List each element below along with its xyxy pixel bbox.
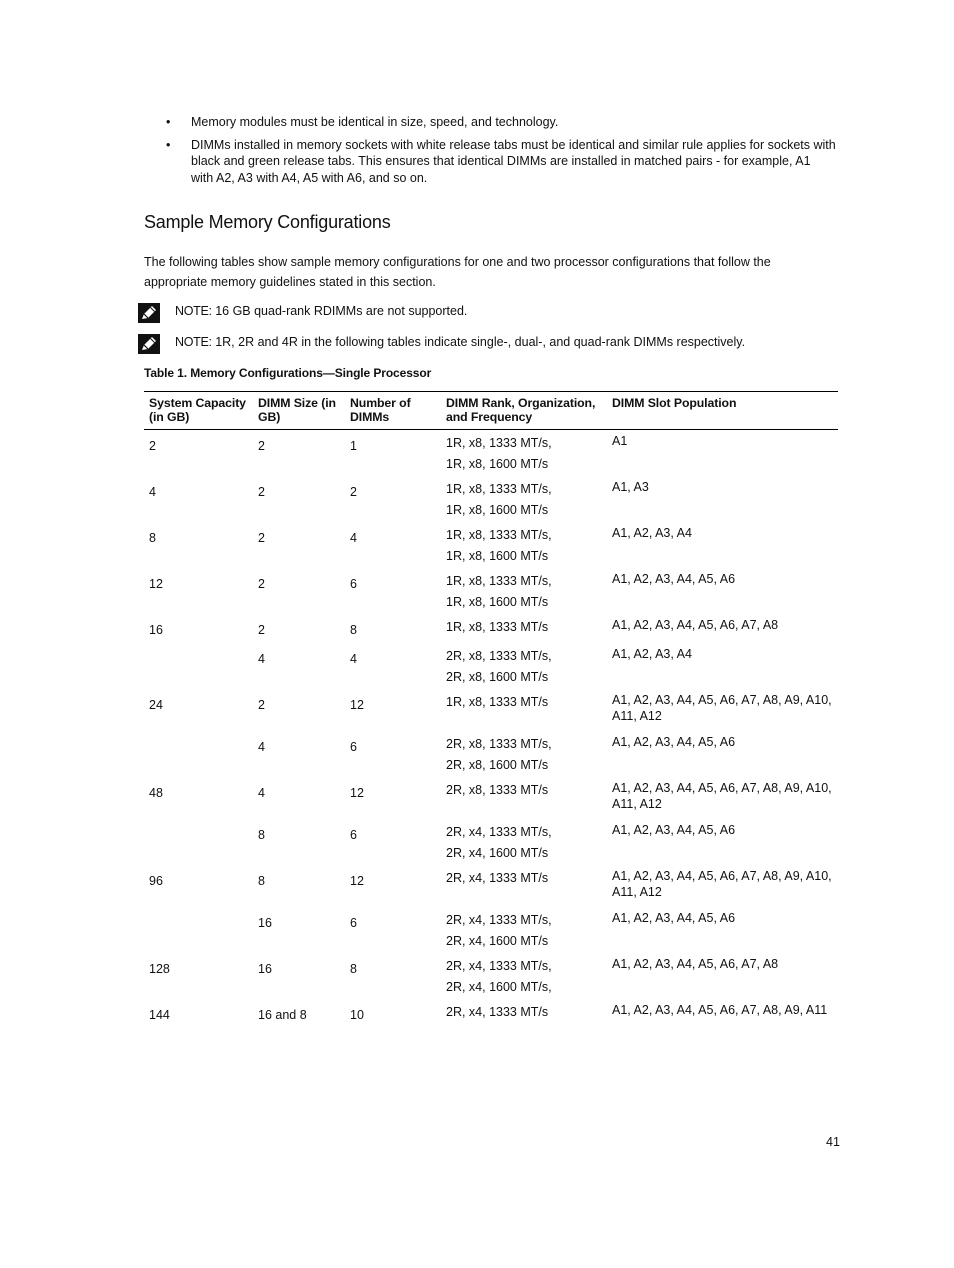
table-body xyxy=(144,430,838,1029)
table-row xyxy=(144,777,838,819)
guideline-text: DIMMs installed in memory sockets with white release tabs must be identical and similar rule applies for sockets with black and green release tabs. This ensures that identical DIMMs are installed in matched pairs - for example, A1 with A2, A3 with A4, A5 with A6, and so on. xyxy=(191,137,836,185)
cell-dimm-size: 16 xyxy=(258,961,272,976)
cell-slot-population: A1, A2, A3, A4, A5, A6 xyxy=(612,822,736,837)
guideline-list xyxy=(166,114,836,192)
note-body xyxy=(175,304,467,318)
guideline-item xyxy=(166,114,836,131)
header-dimm-count: Number of DIMMs xyxy=(350,396,411,424)
cell-dimm-size: 4 xyxy=(258,739,265,754)
rank-frequency-line: 2R, x4, 1333 MT/s, xyxy=(446,824,552,839)
header-dimm-size: DIMM Size (in GB) xyxy=(258,396,336,424)
cell-slot-population: A1, A2, A3, A4, A5, A6, A7, A8 xyxy=(612,617,779,632)
cell-dimm-count: 8 xyxy=(350,622,357,637)
table-row xyxy=(144,907,838,953)
rank-frequency-line: 2R, x4, 1333 MT/s xyxy=(446,1004,549,1019)
table-row xyxy=(144,731,838,777)
cell-dimm-count: 10 xyxy=(350,1007,364,1022)
rank-frequency-line: 1R, x8, 1333 MT/s, xyxy=(446,436,552,450)
note-text: 1R, 2R and 4R in the following tables indicate single-, dual-, and quad-rank DIMMs respectively. xyxy=(215,335,746,349)
cell-system-capacity xyxy=(144,731,253,777)
bullet-marker: • xyxy=(166,115,171,129)
table-row xyxy=(144,689,838,731)
cell-system-capacity: 96 xyxy=(149,873,163,888)
cell-system-capacity: 16 xyxy=(149,622,163,637)
header-system-capacity: System Capacity (in GB) xyxy=(149,396,246,424)
rank-frequency-line: 2R, x4, 1600 MT/s, xyxy=(446,979,552,994)
cell-dimm-size: 2 xyxy=(258,530,265,545)
cell-slot-population: A1, A2, A3, A4, A5, A6 xyxy=(612,734,736,749)
note-rank-legend xyxy=(138,334,838,356)
rank-frequency-line: 2R, x8, 1333 MT/s xyxy=(446,782,549,797)
rank-frequency-line: 2R, x4, 1600 MT/s xyxy=(446,845,549,860)
cell-dimm-size: 4 xyxy=(258,785,265,800)
section-title: Sample Memory Configurations xyxy=(144,212,391,232)
rank-frequency-line: 2R, x4, 1333 MT/s, xyxy=(446,958,552,973)
table-caption: Table 1. Memory Configurations—Single Processor xyxy=(144,366,432,380)
rank-frequency-line: 2R, x8, 1333 MT/s, xyxy=(446,648,552,663)
cell-slot-population: A1 xyxy=(612,434,628,448)
cell-system-capacity: 4 xyxy=(149,484,156,499)
cell-dimm-size: 2 xyxy=(258,622,265,637)
memory-config-table xyxy=(144,391,838,1029)
cell-slot-population: A1, A2, A3, A4, A5, A6, A7, A8, A9, A10, A11, A12 xyxy=(612,780,832,811)
cell-dimm-size: 16 and 8 xyxy=(258,1007,307,1022)
cell-dimm-rank xyxy=(441,999,607,1029)
cell-dimm-count: 6 xyxy=(350,739,357,754)
cell-slot-population: A1, A2, A3, A4, A5, A6, A7, A8, A9, A10, A11, A12 xyxy=(612,868,832,899)
rank-frequency-line: 1R, x8, 1333 MT/s xyxy=(446,694,549,709)
cell-system-capacity: 24 xyxy=(149,697,163,712)
cell-system-capacity: 48 xyxy=(149,785,163,800)
cell-dimm-rank xyxy=(441,476,607,522)
cell-dimm-count: 2 xyxy=(350,484,357,499)
note-label: NOTE: xyxy=(175,304,212,318)
cell-slot-population: A1, A2, A3, A4, A5, A6 xyxy=(612,910,736,925)
cell-dimm-count: 4 xyxy=(350,530,357,545)
cell-dimm-count: 6 xyxy=(350,576,357,591)
cell-dimm-count: 12 xyxy=(350,873,364,888)
rank-frequency-line: 2R, x4, 1333 MT/s xyxy=(446,870,549,885)
table-row xyxy=(144,643,838,689)
table-row xyxy=(144,865,838,907)
cell-dimm-size: 8 xyxy=(258,873,265,888)
cell-dimm-count: 12 xyxy=(350,697,364,712)
cell-system-capacity xyxy=(144,643,253,689)
cell-dimm-size: 2 xyxy=(258,697,265,712)
intro-paragraph: The following tables show sample memory configurations for one and two processor configurations that follow the appropriate memory guidelines stated in this section. xyxy=(144,255,771,289)
rank-frequency-line: 1R, x8, 1333 MT/s xyxy=(446,619,549,634)
page-number: 41 xyxy=(826,1135,840,1149)
rank-frequency-line: 1R, x8, 1600 MT/s xyxy=(446,502,549,517)
cell-dimm-count: 8 xyxy=(350,961,357,976)
rank-frequency-line: 2R, x4, 1333 MT/s, xyxy=(446,912,552,927)
guideline-text: Memory modules must be identical in size, speed, and technology. xyxy=(191,115,559,129)
cell-slot-population: A1, A3 xyxy=(612,479,649,494)
table-row xyxy=(144,999,838,1029)
cell-dimm-rank xyxy=(441,430,607,476)
cell-slot-population: A1, A2, A3, A4, A5, A6, A7, A8 xyxy=(612,956,779,971)
rank-frequency-line: 1R, x8, 1600 MT/s xyxy=(446,548,549,563)
table-row xyxy=(144,819,838,865)
cell-dimm-count: 6 xyxy=(350,827,357,842)
rank-frequency-line: 1R, x8, 1333 MT/s, xyxy=(446,481,552,496)
note-pencil-icon xyxy=(138,334,160,354)
table-row xyxy=(144,614,838,643)
rank-frequency-line: 1R, x8, 1600 MT/s xyxy=(446,594,549,609)
cell-slot-population: A1, A2, A3, A4, A5, A6 xyxy=(612,571,736,586)
cell-dimm-size: 4 xyxy=(258,651,265,666)
rank-frequency-line: 1R, x8, 1600 MT/s xyxy=(446,457,549,471)
cell-slot-population: A1, A2, A3, A4 xyxy=(612,646,692,661)
note-body xyxy=(175,335,745,349)
cell-slot-population: A1, A2, A3, A4, A5, A6, A7, A8, A9, A11 xyxy=(612,1002,828,1017)
note-label: NOTE: xyxy=(175,335,212,349)
table-header-row xyxy=(144,392,838,430)
cell-dimm-rank xyxy=(441,953,607,999)
cell-slot-population: A1, A2, A3, A4, A5, A6, A7, A8, A9, A10, A11, A12 xyxy=(612,692,832,723)
cell-dimm-count: 4 xyxy=(350,651,357,666)
rank-frequency-line: 1R, x8, 1333 MT/s, xyxy=(446,527,552,542)
bullet-marker: • xyxy=(166,137,171,152)
cell-dimm-count: 1 xyxy=(350,439,357,453)
cell-dimm-rank xyxy=(441,731,607,777)
table-row xyxy=(144,953,838,999)
cell-dimm-rank xyxy=(441,522,607,568)
cell-dimm-rank xyxy=(441,865,607,907)
cell-dimm-count: 6 xyxy=(350,915,357,930)
guideline-item xyxy=(166,137,836,187)
rank-frequency-line: 2R, x8, 1600 MT/s xyxy=(446,669,549,684)
table-row xyxy=(144,430,838,476)
cell-system-capacity: 2 xyxy=(149,439,156,453)
cell-dimm-rank xyxy=(441,689,607,731)
cell-dimm-size: 16 xyxy=(258,915,272,930)
cell-slot-population: A1, A2, A3, A4 xyxy=(612,525,692,540)
cell-system-capacity: 8 xyxy=(149,530,156,545)
cell-dimm-rank xyxy=(441,643,607,689)
cell-system-capacity xyxy=(144,907,253,953)
cell-system-capacity: 12 xyxy=(149,576,163,591)
table-row xyxy=(144,568,838,614)
cell-dimm-size: 2 xyxy=(258,439,265,453)
note-quad-rank xyxy=(138,303,838,325)
rank-frequency-line: 2R, x4, 1600 MT/s xyxy=(446,933,549,948)
cell-dimm-rank xyxy=(441,777,607,819)
cell-dimm-size: 2 xyxy=(258,576,265,591)
rank-frequency-line: 2R, x8, 1600 MT/s xyxy=(446,757,549,772)
cell-dimm-rank xyxy=(441,568,607,614)
table-row xyxy=(144,522,838,568)
note-pencil-icon xyxy=(138,303,160,323)
rank-frequency-line: 1R, x8, 1333 MT/s, xyxy=(446,573,552,588)
header-dimm-rank: DIMM Rank, Organization, and Frequency xyxy=(446,396,596,424)
table-row xyxy=(144,476,838,522)
rank-frequency-line: 2R, x8, 1333 MT/s, xyxy=(446,736,552,751)
cell-dimm-rank xyxy=(441,907,607,953)
header-slot-population: DIMM Slot Population xyxy=(612,396,737,410)
cell-dimm-size: 8 xyxy=(258,827,265,842)
cell-system-capacity: 144 xyxy=(149,1007,170,1022)
cell-dimm-rank xyxy=(441,614,607,643)
cell-dimm-count: 12 xyxy=(350,785,364,800)
cell-system-capacity xyxy=(144,819,253,865)
cell-system-capacity: 128 xyxy=(149,961,170,976)
note-text: 16 GB quad-rank RDIMMs are not supported. xyxy=(215,304,468,318)
cell-dimm-size: 2 xyxy=(258,484,265,499)
cell-dimm-rank xyxy=(441,819,607,865)
